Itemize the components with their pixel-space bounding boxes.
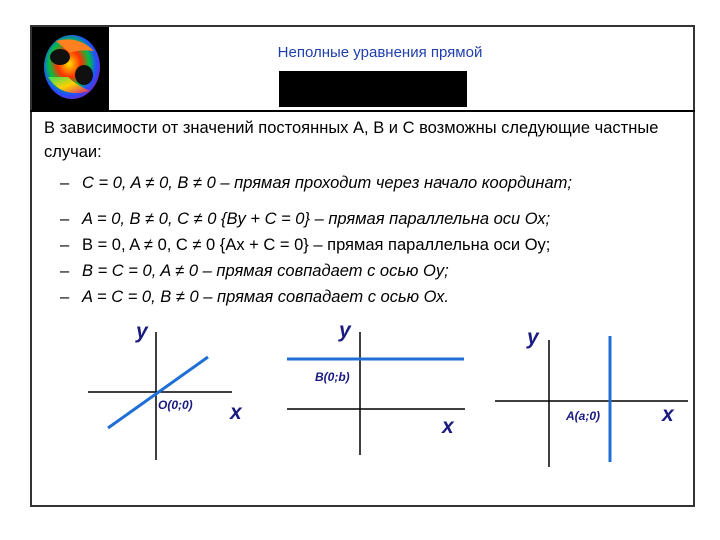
list-dash: – (60, 174, 70, 192)
case-text: C = 0, A ≠ 0, B ≠ 0 – прямая проходит через начало координат; (82, 174, 572, 192)
y-axis-label: y (136, 320, 148, 343)
list-dash: – (60, 288, 70, 306)
point-label: A(a;0) (566, 409, 601, 423)
x-axis-label: x (662, 403, 674, 426)
graph-origin-line (88, 320, 243, 460)
slide-title: Неполные уравнения прямой (277, 44, 483, 61)
case-text: A = 0, B ≠ 0, C ≠ 0 {By + C = 0} – прямая параллельна оси Ох; (82, 210, 551, 228)
intro-text: В зависимости от значений постоянных А, В и С возможны следующие частные случаи: (44, 119, 659, 161)
case-text: B = 0, A ≠ 0, C ≠ 0 {Ax + C = 0} – прямая параллельна оси Оу; (82, 236, 551, 254)
graph-vertical-line (495, 326, 688, 467)
y-axis-label: y (527, 326, 539, 349)
point-label: B(0;b) (315, 370, 350, 384)
list-dash: – (60, 236, 70, 254)
case-text: B = C = 0, A ≠ 0 – прямая совпадает с осью Оу; (82, 262, 449, 280)
case-text: A = C = 0, B ≠ 0 – прямая совпадает с осью Ох. (82, 288, 449, 306)
y-axis-label: y (339, 319, 351, 342)
point-label: O(0;0) (158, 398, 193, 412)
graph-horizontal-line (287, 319, 465, 455)
list-dash: – (60, 262, 70, 280)
x-axis-label: x (230, 401, 242, 424)
x-axis-label: x (442, 415, 454, 438)
list-dash: – (60, 210, 70, 228)
